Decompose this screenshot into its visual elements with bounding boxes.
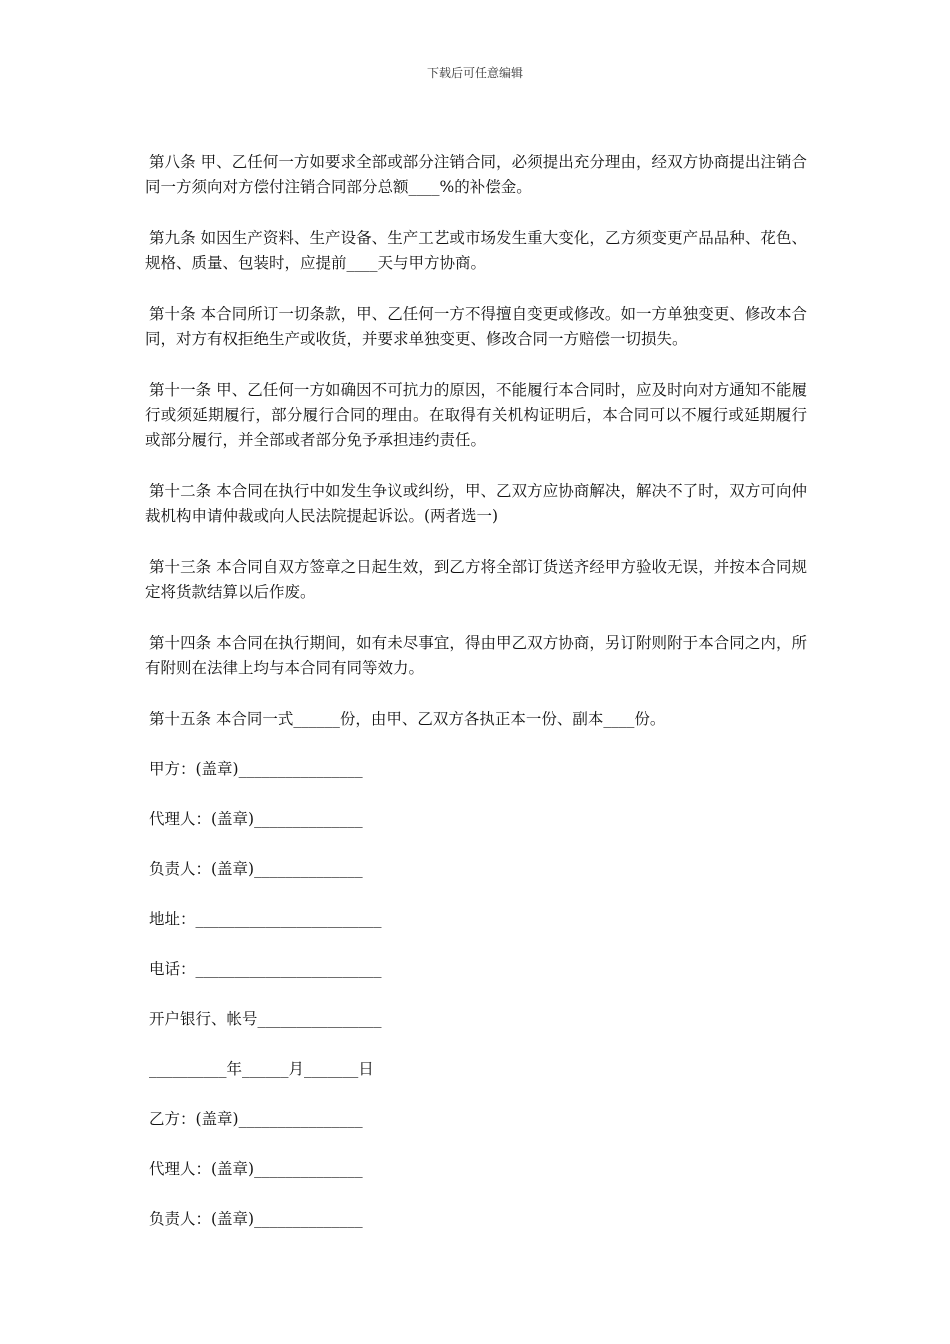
party-b-agent-field: 代理人：(盖章)______________ [149,1160,363,1178]
party-b-signature-block [145,1107,807,1232]
party-a-date-field: __________年______月_______日 [149,1060,374,1078]
clause-14: 第十四条 本合同在执行期间，如有未尽事宜，得由甲乙双方协商，另订附则附于本合同之内，所有附则在法律上均与本合同有同等效力。 [145,634,807,677]
clause-12: 第十二条 本合同在执行中如发生争议或纠纷，甲、乙双方应协商解决，解决不了时，双方可向仲裁机构申请仲裁或向人民法院提起诉讼。(两者选一) [145,482,807,525]
clause-11: 第十一条 甲、乙任何一方如确因不可抗力的原因，不能履行本合同时，应及时向对方通知不能履行或须延期履行，部分履行合同的理由。在取得有关机构证明后，本合同可以不履行或延期履行或部分履行，并全部或者部分免予承担违约责任。 [145,381,807,449]
clause-10: 第十条 本合同所订一切条款，甲、乙任何一方不得擅自变更或修改。如一方单独变更、修改本合同，对方有权拒绝生产或收货，并要求单独变更、修改合同一方赔偿一切损失。 [145,305,807,348]
page-header: 下载后可任意编辑 [426,66,523,80]
party-a-signature-block [145,757,807,1082]
contract-body [145,150,807,1257]
party-b-seal-field: 乙方：(盖章)________________ [149,1110,363,1128]
party-a-seal-field: 甲方：(盖章)________________ [149,760,363,778]
party-a-responsible-field: 负责人：(盖章)______________ [149,860,363,878]
party-a-bank-field: 开户银行、帐号________________ [149,1010,382,1028]
party-a-phone-field: 电话：________________________ [149,960,382,978]
party-b-responsible-field: 负责人：(盖章)______________ [149,1210,363,1228]
clause-9: 第九条 如因生产资料、生产设备、生产工艺或市场发生重大变化，乙方须变更产品品种、花色、规格、质量、包装时，应提前____天与甲方协商。 [145,229,807,272]
clause-8: 第八条 甲、乙任何一方如要求全部或部分注销合同，必须提出充分理由，经双方协商提出注销合同一方须向对方偿付注销合同部分总额____%的补偿金。 [145,153,807,196]
party-a-address-field: 地址：________________________ [149,910,382,928]
clause-13: 第十三条 本合同自双方签章之日起生效，到乙方将全部订货送齐经甲方验收无误，并按本合同规定将货款结算以后作废。 [145,558,807,601]
party-a-agent-field: 代理人：(盖章)______________ [149,810,363,828]
clause-15: 第十五条 本合同一式______份，由甲、乙双方各执正本一份、副本____份。 [149,710,666,728]
